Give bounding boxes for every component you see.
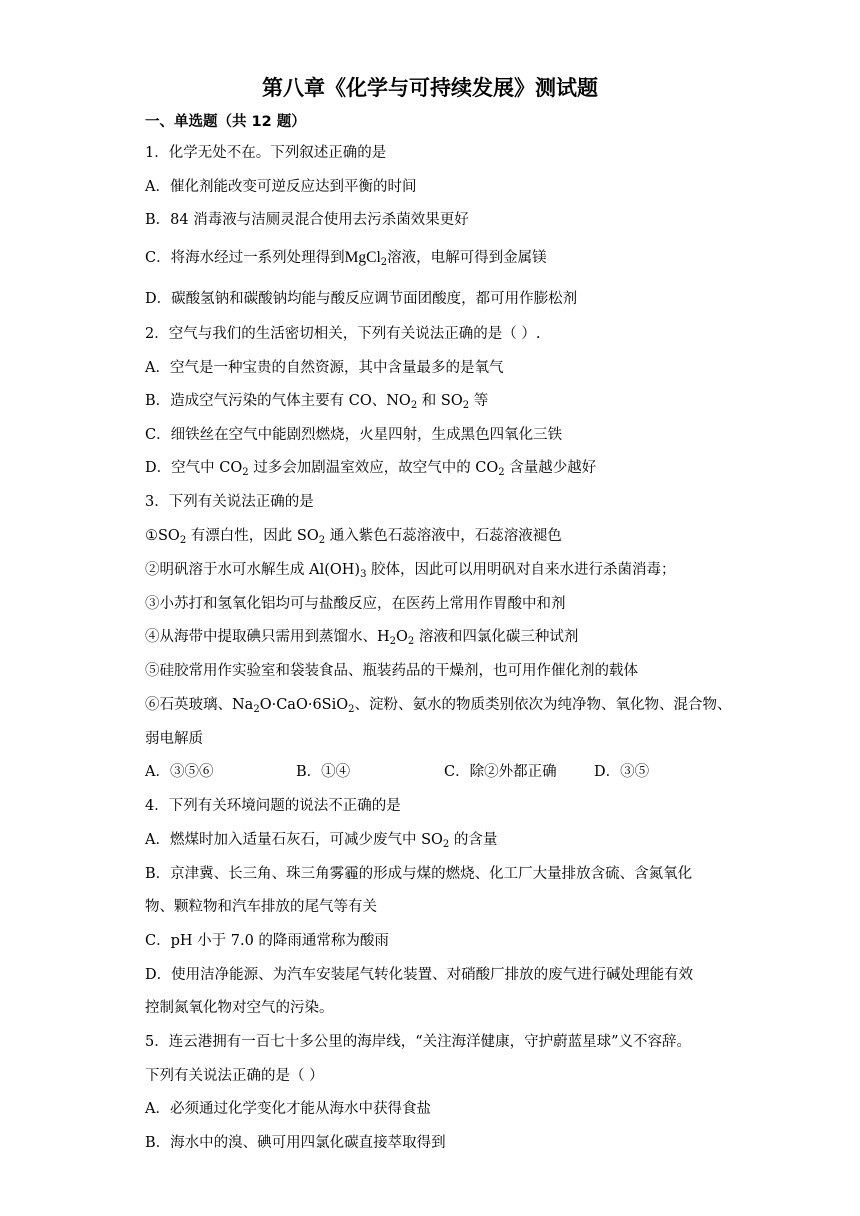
q4-option-d-cont: 控制氮氧化物对空气的污染。 — [145, 1000, 334, 1016]
q5-option-b: B．海水中的溴、碘可用四氯化碳直接萃取得到 — [145, 1135, 446, 1151]
q1-option-a: A．催化剂能改变可逆反应达到平衡的时间 — [145, 179, 417, 195]
q3-item-2: ②明矾溶于水可水解生成 $Al(OH)_3$ 胶体，因此可以用明矾对自来水进行杀菌消毒； — [145, 562, 676, 580]
q3-stem: 3．下列有关说法正确的是 — [145, 494, 314, 510]
q2-stem: 2．空气与我们的生活密切相关，下列有关说法正确的是（ ）. — [145, 326, 541, 342]
q1-stem: 1．化学无处不在。下列叙述正确的是 — [145, 145, 387, 161]
q1-option-b: B．84 消毒液与洁厕灵混合使用去污杀菌效果更好 — [145, 212, 469, 228]
q3-item-6-cont: 弱电解质 — [145, 731, 203, 747]
q4-option-c: C．pH 小于 7.0 的降雨通常称为酸雨 — [145, 933, 389, 949]
q5-stem: 5．连云港拥有一百七十多公里的海岸线，“关注海洋健康，守护蔚蓝星球”义不容辞。 — [145, 1034, 692, 1050]
q5-option-a: A．必须通过化学变化才能从海水中获得食盐 — [145, 1101, 431, 1117]
q2-option-a: A．空气是一种宝贵的自然资源，其中含量最多的是氧气 — [145, 360, 504, 376]
q4-option-d: D．使用洁净能源、为汽车安装尾气转化装置、对硝酸厂排放的废气进行碱处理能有效 — [145, 967, 694, 983]
q1-option-d: D．碳酸氢钠和碳酸钠均能与酸反应调节面团酸度，都可用作膨松剂 — [145, 291, 578, 307]
q4-stem: 4．下列有关环境问题的说法不正确的是 — [145, 798, 401, 814]
q2-option-c: C．细铁丝在空气中能剧烈燃烧，火星四射，生成黑色四氧化三铁 — [145, 427, 563, 443]
section-heading: 一、单选题（共 12 题） — [145, 114, 306, 130]
q3-item-5: ⑤硅胶常用作实验室和袋装食品、瓶装药品的干燥剂，也可用作催化剂的载体 — [145, 663, 638, 679]
q4-option-a: A．燃煤时加入适量石灰石，可减少废气中 $SO_2$ 的含量 — [145, 832, 498, 850]
q3-option-c: C．除②外都正确 — [444, 764, 557, 780]
q2-option-b: B．造成空气污染的气体主要有 CO、$NO_2$ 和 $SO_2$ 等 — [145, 393, 489, 411]
q4-option-b: B．京津冀、长三角、珠三角雾霾的形成与煤的燃烧、化工厂大量排放含硫、含氮氧化 — [145, 866, 693, 882]
q3-item-1: $①SO_2$ 有漂白性，因此 $SO_2$ 通入紫色石蕊溶液中，石蕊溶液褪色 — [145, 528, 562, 546]
q5-stem-cont: 下列有关说法正确的是（ ） — [145, 1068, 324, 1084]
q3-item-6: ⑥石英玻璃、$Na_2O\cdot CaO\cdot 6SiO_2$、淀粉、氨水的物质类别依次为纯净物、氧化物、混合物、 — [145, 697, 732, 715]
q3-item-3: ③小苏打和氢氧化铝均可与盐酸反应，在医药上常用作胃酸中和剂 — [145, 596, 566, 612]
q3-option-d: D．③⑤ — [594, 764, 650, 780]
page-title: 第八章《化学与可持续发展》测试题 — [262, 76, 598, 100]
q3-item-4: ④从海带中提取碘只需用到蒸馏水、$H_2O_2$ 溶液和四氯化碳三种试剂 — [145, 629, 579, 647]
q2-option-d: D．空气中 $CO_2$ 过多会加剧温室效应，故空气中的 $CO_2$ 含量越少越好 — [145, 460, 597, 478]
q4-option-b-cont: 物、颗粒物和汽车排放的尾气等有关 — [145, 899, 377, 915]
q3-option-b: B．①④ — [296, 764, 351, 780]
q3-option-a: A．③⑤⑥ — [145, 764, 214, 780]
q1-option-c: C．将海水经过一系列处理得到MgCl$_2$溶液，电解可得到金属镁 — [145, 249, 547, 268]
